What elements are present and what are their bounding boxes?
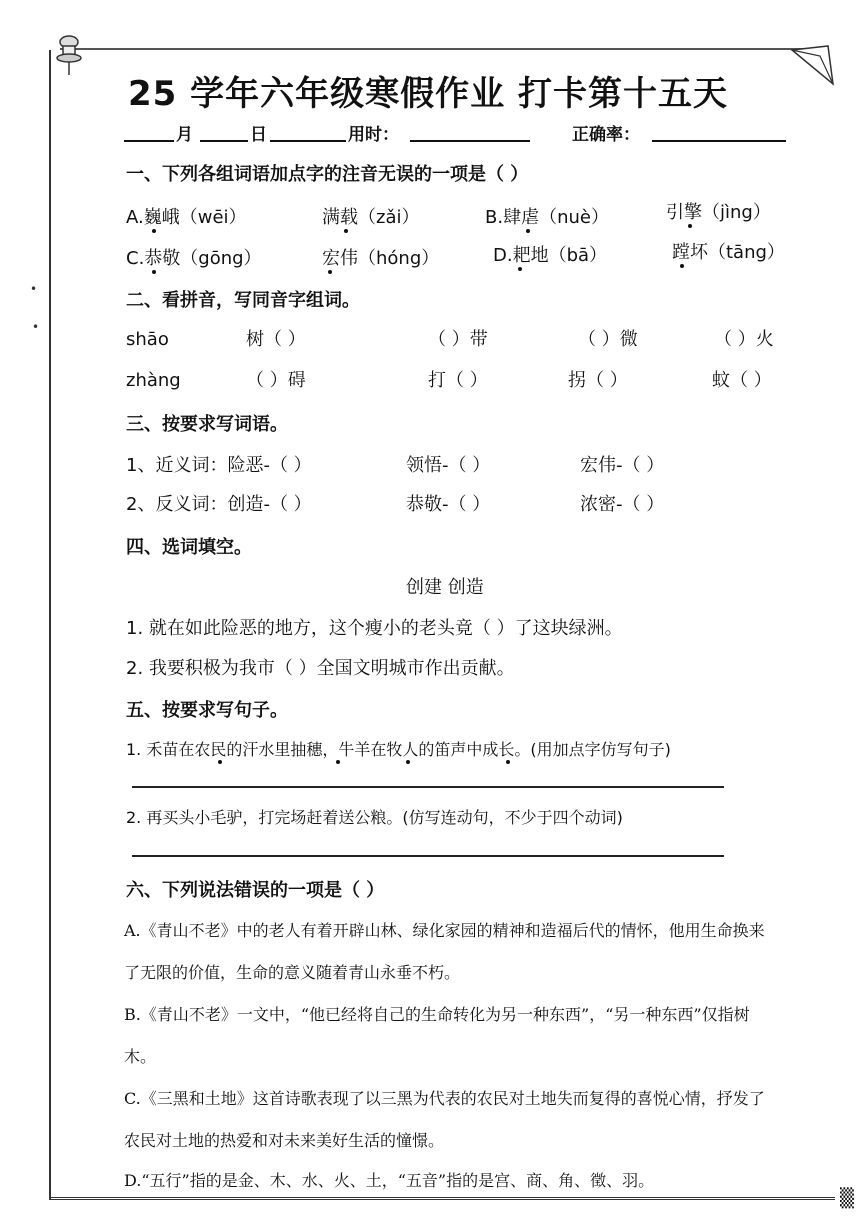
scan-mark: • bbox=[30, 282, 38, 296]
emphasis-dot bbox=[406, 760, 410, 764]
emphasis-dot bbox=[688, 224, 692, 228]
statement-c-line-2: 农民对土地的热爱和对未来美好生活的憧憬。 bbox=[124, 1131, 445, 1150]
time-blank bbox=[410, 140, 530, 142]
option-a-word-2: 满载（zǎi） bbox=[322, 207, 420, 228]
emphasis-dot bbox=[680, 264, 684, 268]
accuracy-label: 正确率： bbox=[572, 125, 640, 145]
rewrite-sentence-2: 2. 再买头小毛驴，打完场赶着送公粮。(仿写连动句，不少于四个动词) bbox=[126, 808, 623, 827]
emphasis-dot bbox=[518, 267, 522, 271]
accuracy-blank bbox=[652, 140, 786, 142]
blank-zhang-2: 打（ ） bbox=[428, 370, 488, 391]
emphasis-dot bbox=[328, 270, 332, 274]
pinyin-shao: shāo bbox=[126, 329, 169, 350]
page-title: 25 学年六年级寒假作业 打卡第十五天 bbox=[128, 74, 728, 114]
emphasis-dot bbox=[152, 229, 156, 233]
option-d-word-2: 蹚坏（tāng） bbox=[672, 242, 785, 263]
section-1-title: 一、下列各组词语加点字的注音无误的一项是（ ） bbox=[126, 164, 529, 185]
section-4-title: 四、选词填空。 bbox=[126, 537, 252, 558]
statement-a-line-1: A.《青山不老》中的老人有着开辟山林、绿化家园的精神和造福后代的情怀，他用生命换来 bbox=[124, 921, 765, 940]
statement-d: D.“五行”指的是金、木、水、火、土，“五音”指的是宫、商、角、徵、羽。 bbox=[124, 1171, 655, 1190]
time-blank-pre bbox=[270, 140, 346, 142]
blank-shao-2: （ ）带 bbox=[428, 329, 488, 350]
statement-b-line-1: B.《青山不老》一文中，“他已经将自己的生命转化为另一种东西”，“另一种东西”仅指树 bbox=[124, 1005, 750, 1024]
statement-c-line-1: C.《三黑和土地》这首诗歌表现了以三黑为代表的农民对土地失而复得的喜悦心情，抒发了 bbox=[124, 1089, 765, 1108]
pinyin-zhang: zhàng bbox=[126, 370, 181, 391]
page-border-bottom bbox=[50, 1197, 835, 1200]
statement-b-line-2: 木。 bbox=[124, 1047, 157, 1066]
day-label: 日 bbox=[250, 125, 267, 145]
section-6-title: 六、下列说法错误的一项是（ ） bbox=[126, 880, 385, 901]
scan-mark: • bbox=[32, 320, 40, 334]
page-border-top bbox=[60, 48, 805, 50]
synonym-2: 领悟-（ ） bbox=[406, 455, 491, 476]
synonym-3: 宏伟-（ ） bbox=[580, 455, 665, 476]
option-d-word-1: D.耙地（bā） bbox=[493, 245, 608, 266]
answer-line-2[interactable] bbox=[132, 855, 724, 857]
antonym-2: 恭敬-（ ） bbox=[406, 494, 491, 515]
month-label: 月 bbox=[176, 125, 193, 145]
emphasis-dot bbox=[526, 229, 530, 233]
blank-shao-1: 树（ ） bbox=[246, 329, 306, 350]
day-blank bbox=[200, 140, 248, 142]
synonym-1: 1、近义词：险恶-（ ） bbox=[126, 455, 312, 476]
month-blank bbox=[124, 140, 174, 142]
page-fold-icon bbox=[790, 44, 835, 89]
blank-zhang-1: （ ）碍 bbox=[246, 370, 306, 391]
emphasis-dot bbox=[506, 760, 510, 764]
option-b-word-2: 引擎（jìng） bbox=[666, 202, 771, 223]
blank-zhang-4: 蚊（ ） bbox=[712, 370, 772, 391]
time-used-label: 用时： bbox=[348, 125, 399, 145]
emphasis-dot bbox=[152, 270, 156, 274]
emphasis-dot bbox=[218, 760, 222, 764]
option-c-word-2: 宏伟（hóng） bbox=[322, 248, 440, 269]
page-border-left bbox=[49, 50, 51, 1200]
rewrite-sentence-1: 1. 禾苗在农民的汗水里抽穗，牛羊在牧人的笛声中成长。(用加点字仿写句子) bbox=[126, 740, 671, 759]
option-a-word-1: A.巍峨（wēi） bbox=[126, 207, 247, 228]
option-c-word-1: C.恭敬（gōng） bbox=[126, 248, 262, 269]
emphasis-dot bbox=[336, 760, 340, 764]
section-2-title: 二、看拼音，写同音字组词。 bbox=[126, 290, 360, 311]
statement-a-line-2: 了无限的价值，生命的意义随着青山永垂不朽。 bbox=[124, 963, 461, 982]
word-choices: 创建 创造 bbox=[406, 577, 484, 598]
option-b-word-1: B.肆虐（nuè） bbox=[485, 207, 609, 228]
antonym-3: 浓密-（ ） bbox=[580, 494, 665, 515]
antonym-1: 2、反义词：创造-（ ） bbox=[126, 494, 312, 515]
fill-sentence-1: 1. 就在如此险恶的地方，这个瘦小的老头竟（ ）了这块绿洲。 bbox=[126, 618, 623, 639]
blank-shao-3: （ ）微 bbox=[578, 329, 638, 350]
emphasis-dot bbox=[344, 229, 348, 233]
pushpin-icon bbox=[54, 34, 84, 76]
answer-line-1[interactable] bbox=[132, 786, 724, 788]
section-3-title: 三、按要求写词语。 bbox=[126, 414, 288, 435]
blank-shao-4: （ ）火 bbox=[714, 329, 774, 350]
blank-zhang-3: 拐（ ） bbox=[568, 370, 628, 391]
fill-sentence-2: 2. 我要积极为我市（ ）全国文明城市作出贡献。 bbox=[126, 658, 515, 679]
section-5-title: 五、按要求写句子。 bbox=[126, 700, 288, 721]
corner-mark: ▒ bbox=[840, 1188, 854, 1209]
